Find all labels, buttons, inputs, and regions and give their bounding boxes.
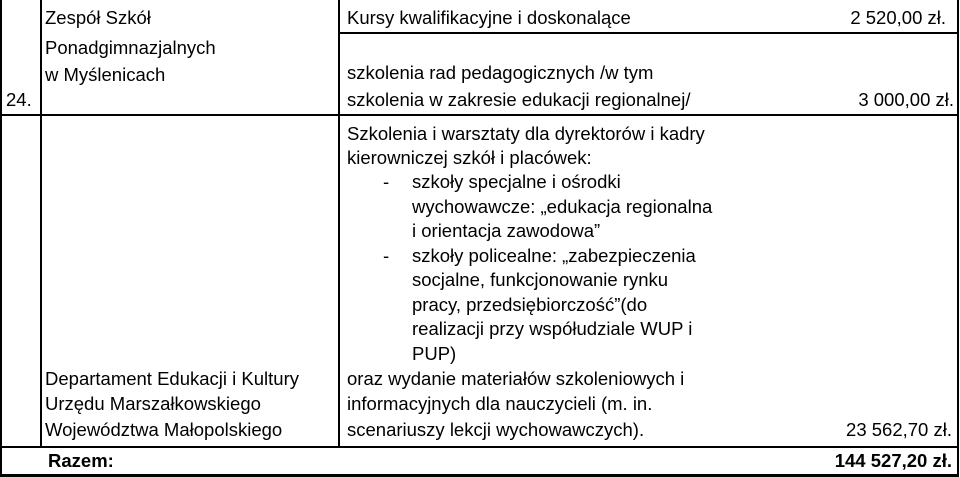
total-amount: 144 527,20 zł. (834, 450, 952, 471)
institution-column-divider (338, 0, 340, 448)
bullet-2-line-4: realizacji przy współudziale WUP i (412, 318, 693, 339)
outro-line-2: informacyjnych dla nauczycieli (m. in. (347, 393, 653, 414)
institution-line-3: w Myślenicach (45, 64, 166, 85)
right-border (957, 0, 959, 477)
intro-line-2: kierowniczej szkół i placówek: (347, 147, 592, 168)
row25-bottom-line (0, 446, 958, 448)
row24-bottom-line (0, 114, 958, 116)
row25-amount: 23 562,70 zł. (846, 419, 952, 440)
course-line-1: szkolenia rad pedagogicznych /w tym (347, 62, 654, 83)
course-header: Kursy kwalifikacyjne i doskonalące (347, 7, 631, 28)
bullet-2-line-5: PUP) (412, 343, 457, 364)
bullet-2-line-3: pracy, przedsiębiorczość”(do (412, 294, 648, 315)
course-amount: 3 000,00 zł. (858, 89, 954, 110)
left-border (0, 0, 2, 477)
outro-line-3: scenariuszy lekcji wychowawczych). (347, 419, 645, 440)
row24-header-divider (338, 32, 958, 34)
bullet-2-line-1: szkoły policealne: „zabezpieczenia (412, 245, 696, 266)
bullet-2-line-2: socjalne, funkcjonowanie rynku (412, 269, 669, 290)
total-label: Razem: (48, 450, 114, 471)
intro-line-1: Szkolenia i warsztaty dla dyrektorów i kadry (347, 123, 705, 144)
bullet-1-line-2: wychowawcze: „edukacja regionalna (412, 196, 713, 217)
bullet-dash-1: - (383, 171, 390, 192)
number-column-divider (40, 0, 42, 448)
course-line-2: szkolenia w zakresie edukacji regionalnej/ (347, 89, 691, 110)
institution-line-2: Ponadgimnazjalnych (45, 37, 216, 58)
department-line-1: Departament Edukacji i Kultury (45, 368, 299, 389)
institution-line-1: Zespół Szkół (45, 7, 151, 28)
row-number: 24. (6, 89, 32, 110)
bullet-1-line-1: szkoły specjalne i ośrodki (412, 171, 621, 192)
course-header-amount: 2 520,00 zł. (850, 7, 946, 28)
bullet-1-line-3: i orientacja zawodowa” (412, 220, 601, 241)
outro-line-1: oraz wydanie materiałów szkoleniowych i (347, 368, 685, 389)
bullet-dash-2: - (383, 245, 390, 266)
department-line-3: Województwa Małopolskiego (45, 419, 283, 440)
department-line-2: Urzędu Marszałkowskiego (45, 393, 261, 414)
